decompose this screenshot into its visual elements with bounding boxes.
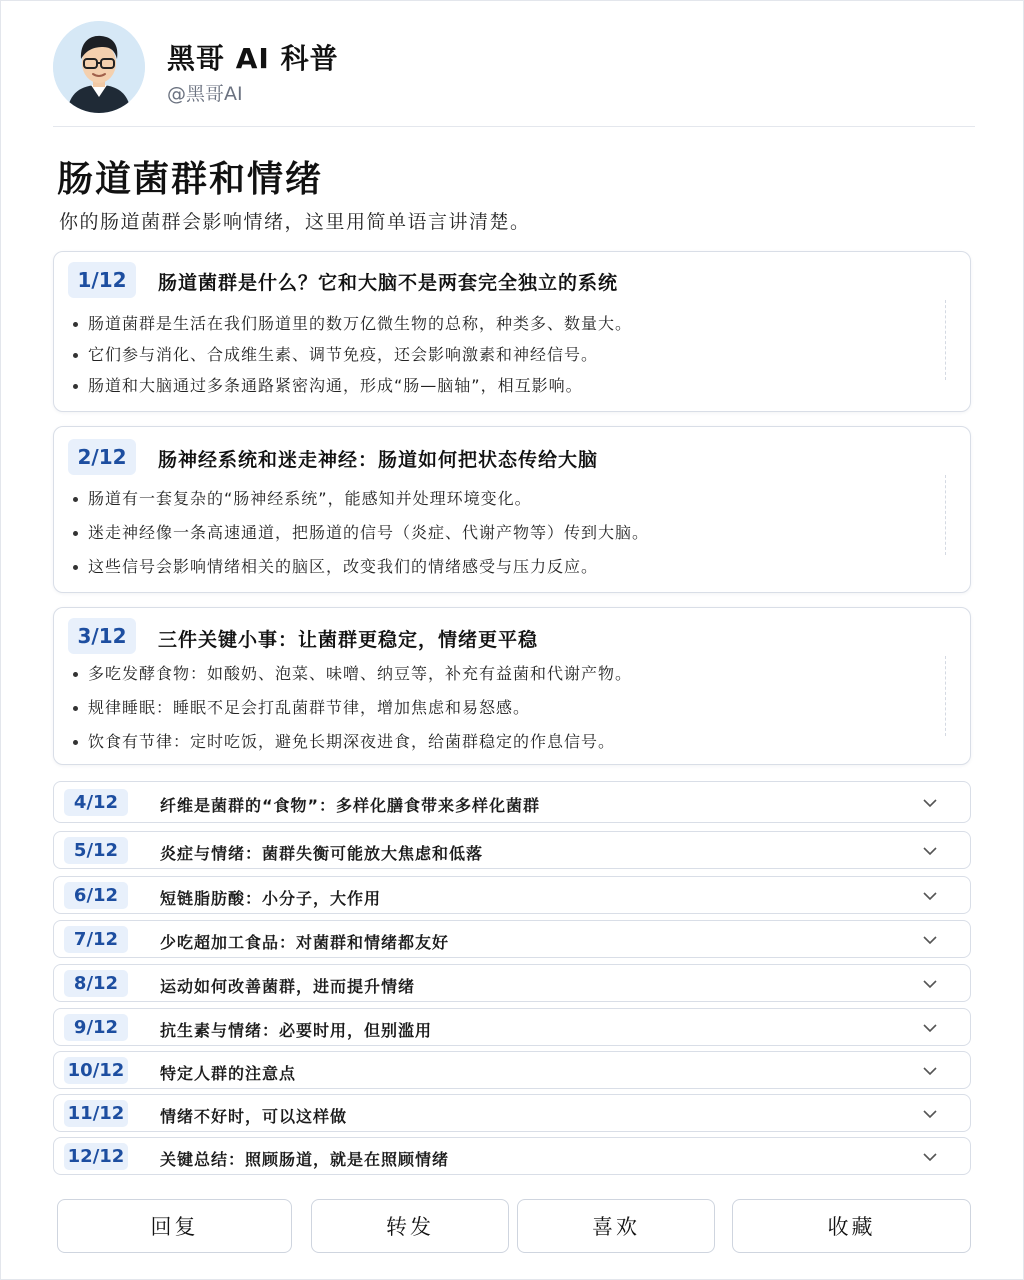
bullet-item: 规律睡眠：睡眠不足会打乱菌群节律，增加焦虑和易怒感。 — [72, 694, 932, 728]
save-button[interactable]: 收藏 — [732, 1199, 971, 1253]
chevron-down-icon[interactable] — [922, 1020, 938, 1036]
scroll-track — [945, 475, 946, 555]
section-card-2[interactable] — [53, 426, 971, 593]
chevron-down-icon[interactable] — [922, 976, 938, 992]
bullet-item: 多吃发酵食物：如酸奶、泡菜、味噌、纳豆等，补充有益菌和代谢产物。 — [72, 660, 932, 694]
post-header — [53, 19, 975, 127]
section-title: 肠道菌群是什么？它和大脑不是两套完全独立的系统 — [158, 272, 619, 294]
post-title: 肠道菌群和情绪 — [57, 159, 324, 200]
section-title: 三件关键小事：让菌群更稳定，情绪更平稳 — [158, 629, 539, 651]
section-title: 短链脂肪酸：小分子，大作用 — [160, 889, 382, 908]
section-title: 特定人群的注意点 — [160, 1064, 297, 1083]
section-index-badge: 10/12 — [64, 1057, 128, 1084]
section-bullets — [72, 660, 932, 762]
section-index-badge: 4/12 — [64, 789, 128, 816]
section-index-badge: 9/12 — [64, 1014, 128, 1041]
chevron-down-icon[interactable] — [922, 795, 938, 811]
section-index-badge: 2/12 — [68, 439, 136, 475]
section-row-10[interactable] — [53, 1051, 971, 1089]
repost-button[interactable]: 转发 — [311, 1199, 509, 1253]
section-index-badge: 8/12 — [64, 970, 128, 997]
bullet-item: 它们参与消化、合成维生素、调节免疫，还会影响激素和神经信号。 — [72, 341, 932, 372]
section-title: 抗生素与情绪：必要时用，但别滥用 — [160, 1021, 433, 1040]
bullet-item: 这些信号会影响情绪相关的脑区，改变我们的情绪感受与压力反应。 — [72, 553, 932, 587]
section-row-8[interactable] — [53, 964, 971, 1002]
bullet-item: 迷走神经像一条高速通道，把肠道的信号（炎症、代谢产物等）传到大脑。 — [72, 519, 932, 553]
avatar-illustration — [53, 21, 145, 113]
chevron-down-icon[interactable] — [922, 1106, 938, 1122]
chevron-down-icon[interactable] — [922, 1149, 938, 1165]
section-index-badge: 3/12 — [68, 618, 136, 654]
author-name[interactable]: 黑哥 AI 科普 — [167, 42, 339, 75]
section-title: 运动如何改善菌群，进而提升情绪 — [160, 977, 416, 996]
section-row-7[interactable] — [53, 920, 971, 958]
chevron-down-icon[interactable] — [922, 843, 938, 859]
section-index-badge: 11/12 — [64, 1100, 128, 1127]
scroll-track — [945, 300, 946, 380]
author-handle[interactable]: @黑哥AI — [167, 83, 243, 105]
section-title: 炎症与情绪：菌群失衡可能放大焦虑和低落 — [160, 844, 484, 863]
section-index-badge: 6/12 — [64, 882, 128, 909]
section-card-1[interactable] — [53, 251, 971, 412]
section-title: 肠神经系统和迷走神经：肠道如何把状态传给大脑 — [158, 449, 599, 471]
chevron-down-icon[interactable] — [922, 888, 938, 904]
section-title: 关键总结：照顾肠道，就是在照顾情绪 — [160, 1150, 450, 1169]
avatar[interactable] — [53, 21, 145, 113]
section-row-5[interactable] — [53, 831, 971, 869]
section-title: 情绪不好时，可以这样做 — [160, 1107, 348, 1126]
section-bullets — [72, 485, 932, 587]
section-row-9[interactable] — [53, 1008, 971, 1046]
section-row-12[interactable] — [53, 1137, 971, 1175]
section-index-badge: 1/12 — [68, 262, 136, 298]
bullet-item: 肠道和大脑通过多条通路紧密沟通，形成“肠—脑轴”，相互影响。 — [72, 372, 932, 403]
section-title: 少吃超加工食品：对菌群和情绪都友好 — [160, 933, 450, 952]
bullet-item: 肠道有一套复杂的“肠神经系统”，能感知并处理环境变化。 — [72, 485, 932, 519]
scroll-track — [945, 656, 946, 736]
like-button[interactable]: 喜欢 — [517, 1199, 715, 1253]
section-index-badge: 5/12 — [64, 837, 128, 864]
section-index-badge: 12/12 — [64, 1143, 128, 1170]
section-row-4[interactable] — [53, 781, 971, 823]
chevron-down-icon[interactable] — [922, 932, 938, 948]
bullet-item: 肠道菌群是生活在我们肠道里的数万亿微生物的总称，种类多、数量大。 — [72, 310, 932, 341]
section-index-badge: 7/12 — [64, 926, 128, 953]
section-card-3[interactable] — [53, 607, 971, 765]
reply-button[interactable]: 回复 — [57, 1199, 292, 1253]
section-title: 纤维是菌群的“食物”：多样化膳食带来多样化菌群 — [160, 796, 541, 815]
section-bullets — [72, 310, 932, 403]
bullet-item: 饮食有节律：定时吃饭，避免长期深夜进食，给菌群稳定的作息信号。 — [72, 728, 932, 762]
section-row-6[interactable] — [53, 876, 971, 914]
chevron-down-icon[interactable] — [922, 1063, 938, 1079]
post-subtitle: 你的肠道菌群会影响情绪，这里用简单语言讲清楚。 — [59, 211, 531, 233]
section-row-11[interactable] — [53, 1094, 971, 1132]
